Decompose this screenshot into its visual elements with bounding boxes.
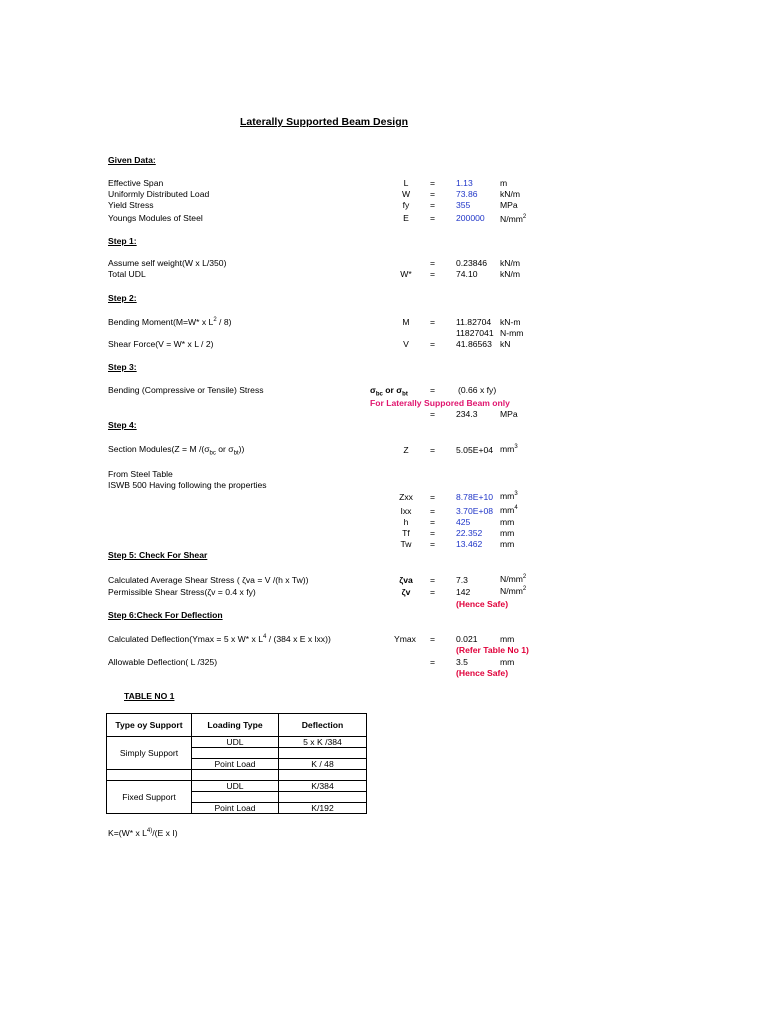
table-row	[107, 737, 367, 748]
step3-heading: Step 3:	[108, 362, 137, 372]
equals-sign: =	[430, 189, 436, 199]
equals-sign: =	[430, 575, 436, 585]
property-value: 22.352	[456, 528, 483, 538]
support-type-cell: Simply Support	[107, 737, 192, 770]
permissible-shear-value: 142	[456, 587, 471, 597]
empty-cell	[279, 792, 367, 803]
property-unit: mm	[500, 517, 515, 527]
step2-heading: Step 2:	[108, 293, 137, 303]
bending-stress-value: 234.3	[456, 409, 478, 419]
equals-sign: =	[430, 657, 436, 667]
bending-moment-unit-nmm: N-mm	[500, 328, 524, 338]
section-modulus-symbol: Z	[403, 445, 409, 455]
given-symbol: fy	[402, 200, 410, 210]
given-symbol: L	[403, 178, 409, 188]
empty-cell	[192, 792, 279, 803]
empty-cell	[192, 748, 279, 759]
step5-heading: Step 5: Check For Shear	[108, 550, 208, 560]
steel-table-line: From Steel Table	[108, 469, 173, 479]
bending-stress-expression: (0.66 x fy)	[458, 385, 497, 395]
loading-type-cell: UDL	[192, 781, 279, 792]
total-udl-label: Total UDL	[108, 269, 146, 279]
k-footnote: K=(W* x $L^{4)}/(E$ x I)	[108, 827, 178, 838]
total-udl-symbol: W*	[400, 269, 412, 279]
bending-moment-value: 11.82704	[456, 317, 492, 327]
total-udl-unit: kN/m	[500, 269, 521, 279]
property-symbol: Tf	[402, 528, 410, 538]
self-weight-unit: kN/m	[500, 258, 521, 268]
given-symbol: E	[403, 213, 409, 223]
table-row	[107, 770, 367, 781]
property-unit: mm	[500, 539, 515, 549]
permissible-shear-label: Permissible Shear Stress(ζv = 0.4 x fy)	[108, 587, 256, 597]
equals-sign: =	[430, 200, 436, 210]
bending-moment-symbol: M	[402, 317, 410, 327]
avg-shear-unit: $N/mm^2$	[500, 573, 527, 584]
step6-heading: Step 6:Check For Deflection	[108, 610, 223, 620]
equals-sign: =	[430, 409, 436, 419]
given-label: Youngs Modules of Steel	[108, 213, 203, 223]
property-value: 8.78E+10	[456, 492, 494, 502]
given-label: Effective Span	[108, 178, 164, 188]
section-properties-line: ISWB 500 Having following the properties	[108, 480, 267, 490]
calc-deflection-label: Calculated Deflection(Ymax = 5 x W* x $L^4 / (384$ x E x lxx))	[108, 633, 331, 644]
given-label: Uniformly Distributed Load	[108, 189, 210, 199]
allowable-deflection-label: Allowable Deflection( L /325)	[108, 657, 218, 667]
loading-type-cell: Point Load	[192, 759, 279, 770]
property-symbol: Zxx	[399, 492, 413, 502]
section-modulus-value: 5.05E+04	[456, 445, 494, 455]
equals-sign: =	[430, 339, 436, 349]
deflection-cell: 5 x K /384	[279, 737, 367, 748]
shear-force-label: Shear Force(V = W* x L / 2)	[108, 339, 214, 349]
property-unit: $mm^3$	[500, 490, 518, 501]
property-unit: mm	[500, 528, 515, 538]
table-header-cell: Loading Type	[192, 714, 279, 737]
permissible-shear-unit: $N/mm^2$	[500, 585, 527, 596]
avg-shear-value: 7.3	[456, 575, 468, 585]
deflection-cell: K/384	[279, 781, 367, 792]
deflection-cell: K/192	[279, 803, 367, 814]
loading-type-cell: Point Load	[192, 803, 279, 814]
deflection-verdict: (Hence Safe)	[456, 668, 509, 678]
allowable-deflection-value: 3.5	[456, 657, 468, 667]
table-row	[107, 781, 367, 792]
table-header-row	[107, 714, 367, 737]
equals-sign: =	[430, 492, 436, 502]
step1-heading: Step 1:	[108, 236, 137, 246]
property-value: 3.70E+08	[456, 506, 494, 516]
given-symbol: W	[401, 189, 411, 199]
self-weight-value: 0.23846	[456, 258, 488, 268]
loading-type-cell: UDL	[192, 737, 279, 748]
given-label: Yield Stress	[108, 200, 154, 210]
calc-deflection-unit: mm	[500, 634, 515, 644]
shear-force-unit: kN	[500, 339, 511, 349]
self-weight-label: Assume self weight(W x L/350)	[108, 258, 227, 268]
empty-cell	[279, 748, 367, 759]
bending-moment-label: Bending Moment(M=W* x $L^2 / 8$)	[108, 316, 232, 327]
support-type-cell: Fixed Support	[107, 781, 192, 814]
equals-sign: =	[430, 517, 436, 527]
table-caption: TABLE NO 1	[124, 691, 175, 701]
given-value: 200000	[456, 213, 485, 223]
equals-sign: =	[430, 178, 436, 188]
property-symbol: Ixx	[400, 506, 412, 516]
bending-moment-value-nmm: 11827041	[456, 328, 494, 338]
property-unit: $mm^4$	[500, 504, 518, 515]
equals-sign: =	[430, 258, 436, 268]
shear-force-value: 41.86563	[456, 339, 492, 349]
table-header-cell: Type oy Support	[107, 714, 192, 737]
property-value: 425	[456, 517, 471, 527]
given-value: 1.13	[456, 178, 473, 188]
bending-moment-unit: kN-m	[500, 317, 521, 327]
avg-shear-label: Calculated Average Shear Stress ( ζva = V /(h x Tw))	[108, 575, 309, 585]
laterally-supported-note: For Laterally Suppored Beam only	[370, 398, 510, 408]
given-data-heading: Given Data:	[108, 155, 156, 165]
empty-cell	[279, 770, 367, 781]
allowable-deflection-unit: mm	[500, 657, 515, 667]
refer-table-note: (Refer Table No 1)	[456, 645, 529, 655]
empty-cell	[192, 770, 279, 781]
equals-sign: =	[430, 385, 436, 395]
bending-stress-symbol: $\sigma_{bc}$ or $\sigma_{bt}$	[370, 385, 408, 398]
equals-sign: =	[430, 317, 436, 327]
equals-sign: =	[430, 213, 436, 223]
calc-deflection-symbol: Ymax	[394, 634, 416, 644]
deflection-table	[106, 713, 367, 814]
step4-heading: Step 4:	[108, 420, 137, 430]
equals-sign: =	[430, 506, 436, 516]
calc-deflection-value: 0.021	[456, 634, 478, 644]
equals-sign: =	[430, 269, 436, 279]
given-unit: MPa	[500, 200, 518, 210]
shear-verdict: (Hence Safe)	[456, 599, 509, 609]
given-unit: kN/m	[500, 189, 521, 199]
page-title: Laterally Supported Beam Design	[240, 116, 409, 128]
given-unit: $N/mm^2$	[500, 213, 527, 224]
property-symbol: h	[403, 517, 409, 527]
avg-shear-symbol: ζva	[399, 575, 413, 585]
equals-sign: =	[430, 445, 436, 455]
given-value: 73.86	[456, 189, 478, 199]
property-symbol: Tw	[400, 539, 412, 549]
equals-sign: =	[430, 528, 436, 538]
bending-stress-label: Bending (Compressive or Tensile) Stress	[108, 385, 264, 395]
equals-sign: =	[430, 634, 436, 644]
shear-force-symbol: V	[403, 339, 409, 349]
section-modulus-unit: $mm^3$	[500, 443, 518, 454]
bending-stress-unit: MPa	[500, 409, 518, 419]
table-header-cell: Deflection	[279, 714, 367, 737]
equals-sign: =	[430, 539, 436, 549]
given-unit: m	[500, 178, 508, 188]
section-modulus-label: Section Modules(Z = M $/(\sigma_{bc}$ or $\sigma_{bt}$))	[108, 444, 245, 457]
deflection-cell: K / 48	[279, 759, 367, 770]
permissible-shear-symbol: ζv	[401, 587, 411, 597]
property-value: 13.462	[456, 539, 483, 549]
total-udl-value: 74.10	[456, 269, 478, 279]
empty-cell	[107, 770, 192, 781]
given-value: 355	[456, 200, 471, 210]
equals-sign: =	[430, 587, 436, 597]
